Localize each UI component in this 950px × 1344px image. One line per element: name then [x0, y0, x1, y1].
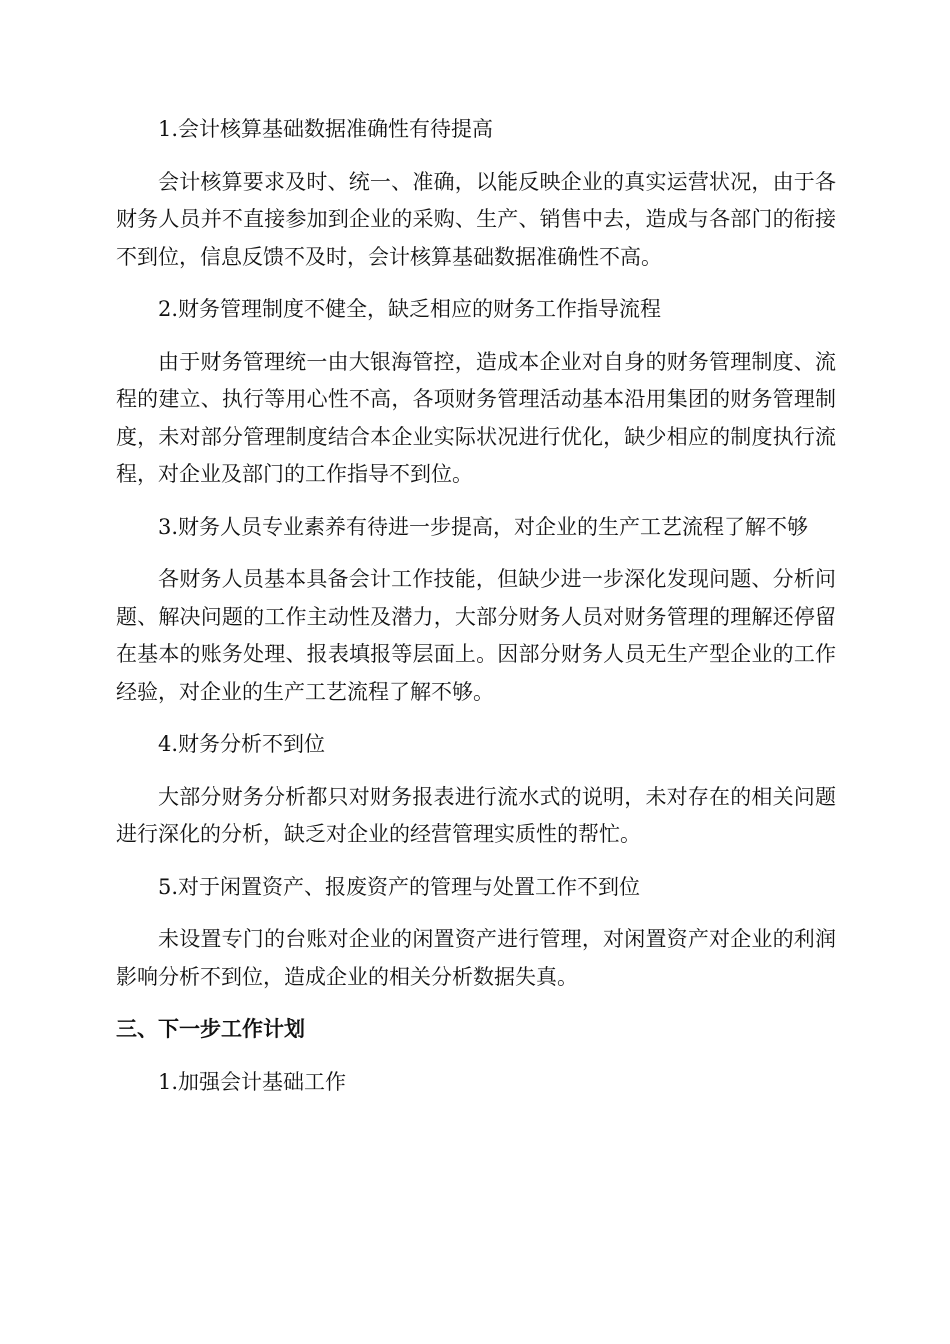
subheading-strengthen-accounting: 1.加强会计基础工作 [158, 1069, 347, 1094]
paragraph-accounting-accuracy: 会计核算要求及时、统一、准确，以能反映企业的真实运营状况，由于各财务人员并不直接参加到企业的采购、生产、销售中去，造成与各部门的衔接不到位，信息反馈不及时，会计核算基础数据准确性不高。 [116, 169, 836, 269]
paragraph-management-system: 由于财务管理统一由大银海管控，造成本企业对自身的财务管理制度、流程的建立、执行等用心性不高，各项财务管理活动基本沿用集团的财务管理制度，未对部分管理制度结合本企业实际状况进行优化，缺少相应的制度执行流程，对企业及部门的工作指导不到位。 [116, 349, 836, 486]
subheading-financial-analysis: 4.财务分析不到位 [158, 732, 326, 756]
subheading-staff-quality: 3.财务人员专业素养有待进一步提高，对企业的生产工艺流程了解不够 [158, 514, 809, 539]
document-body [116, 111, 836, 1116]
subheading-management-system: 2.财务管理制度不健全，缺乏相应的财务工作指导流程 [158, 297, 662, 321]
section-title-next-plan: 三、下一步工作计划 [116, 1017, 305, 1041]
subheading-idle-assets: 5.对于闲置资产、报废资产的管理与处置工作不到位 [158, 874, 641, 899]
paragraph-idle-assets: 未设置专门的台账对企业的闲置资产进行管理，对闲置资产对企业的利润影响分析不到位，造成企业的相关分析数据失真。 [116, 927, 836, 989]
paragraph-staff-quality: 各财务人员基本具备会计工作技能，但缺少进一步深化发现问题、分析问题、解决问题的工作主动性及潜力，大部分财务人员对财务管理的理解还停留在基本的账务处理、报表填报等层面上。因部分财务人员无生产型企业的工作经验，对企业的生产工艺流程了解不够。 [116, 567, 836, 704]
paragraph-financial-analysis: 大部分财务分析都只对财务报表进行流水式的说明，未对存在的相关问题进行深化的分析，缺乏对企业的经营管理实质性的帮忙。 [116, 784, 836, 846]
subheading-accounting-accuracy: 1.会计核算基础数据准确性有待提高 [158, 117, 494, 141]
